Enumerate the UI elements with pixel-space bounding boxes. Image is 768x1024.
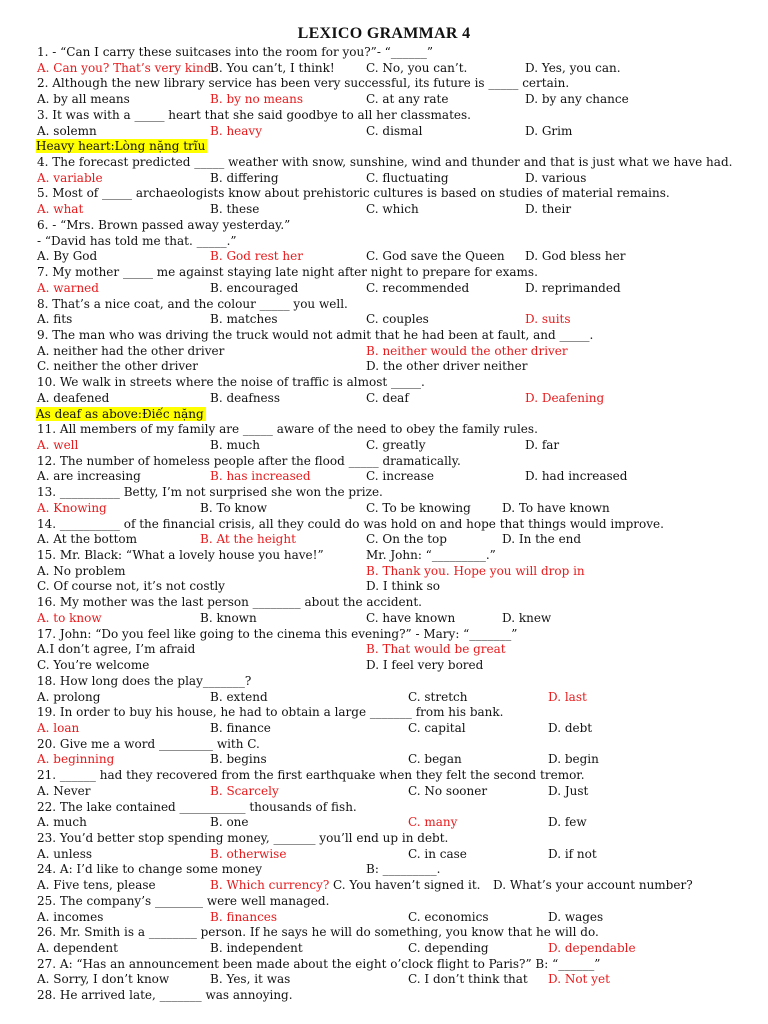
- answer-option: A. Five tens, please: [37, 878, 156, 893]
- question-text: 26. Mr. Smith is a ________ person. If he says he will do something, you know that he will do.: [37, 925, 599, 940]
- answer-option: B. known: [200, 610, 257, 625]
- question-text: B: _________.: [366, 862, 441, 877]
- answer-option-correct: B. Which currency?: [210, 878, 330, 893]
- answer-option: A.I don’t agree, I’m afraid: [37, 642, 196, 657]
- answer-option: C. began: [408, 752, 462, 767]
- answer-option: B. one: [210, 815, 249, 830]
- answer-option-correct: A. Knowing: [37, 500, 107, 515]
- answer-option-correct: A. what: [37, 202, 84, 217]
- answer-option-correct: B. heavy: [210, 123, 262, 138]
- highlighted-note: Heavy heart:Lòng nặng trĩu: [36, 139, 206, 154]
- answer-option: A. By God: [37, 249, 98, 264]
- question-text: 2. Although the new library service has been very successful, its future is _____ certain.: [37, 76, 570, 91]
- answer-option: D. wages: [548, 909, 604, 924]
- answer-option: D. their: [525, 202, 572, 217]
- answer-option-correct: D. last: [548, 689, 587, 704]
- answer-option: C. On the top: [366, 532, 447, 547]
- answer-option-correct: B. finances: [210, 909, 278, 924]
- question-text: 14. __________ of the financial crisis, all they could do was hold on and hope that things would improve.: [37, 516, 664, 531]
- answer-option: D. Grim: [525, 123, 573, 138]
- answer-option-correct: B. Thank you. Hope you will drop in: [366, 563, 585, 578]
- question-text: 5. Most of _____ archaeologists know about prehistoric cultures is based on studies of material remains.: [37, 186, 670, 201]
- answer-option: C. recommended: [366, 280, 470, 295]
- answer-option: A. by all means: [37, 92, 130, 107]
- answer-option: A. deafened: [37, 390, 110, 405]
- answer-option: C. Of course not, it’s not costly: [37, 579, 225, 594]
- answer-option-correct: B. by no means: [210, 92, 304, 107]
- answer-option: A. Never: [37, 783, 91, 798]
- answer-option: B. You can’t, I think!: [210, 60, 335, 75]
- answer-option: D. by any chance: [525, 92, 629, 107]
- question-text: Mr. John: “_________.”: [366, 548, 496, 563]
- answer-option-correct: A. beginning: [37, 752, 115, 767]
- answer-option-correct: B. Scarcely: [210, 783, 279, 798]
- answer-option: B. Yes, it was: [210, 972, 291, 987]
- question-text: 9. The man who was driving the truck would not admit that he had been at fault, and _____.: [37, 327, 594, 342]
- answer-option: C. in case: [408, 846, 467, 861]
- answer-option: A. No problem: [37, 563, 126, 578]
- answer-option: A. solemn: [37, 123, 97, 138]
- answer-option-correct: A. warned: [37, 280, 99, 295]
- answer-option: A. much: [37, 815, 87, 830]
- answer-option: D. In the end: [502, 532, 582, 547]
- answer-option: C. No sooner: [408, 783, 488, 798]
- question-text: 27. A: “Has an announcement been made about the eight o’clock flight to Paris?” B: “______”: [37, 956, 601, 971]
- question-text: 15. Mr. Black: “What a lovely house you have!”: [37, 548, 324, 563]
- answer-option: C. capital: [408, 720, 466, 735]
- answer-option: C. at any rate: [366, 92, 449, 107]
- answer-option: C. dismal: [366, 123, 423, 138]
- question-text: 24. A: I’d like to change some money: [37, 862, 263, 877]
- answer-option: D. I think so: [366, 579, 440, 594]
- answer-option: D. What’s your account number?: [493, 878, 693, 893]
- answer-option: B. To know: [200, 500, 268, 515]
- answer-option: C. No, you can’t.: [366, 60, 468, 75]
- answer-option-correct: A. loan: [37, 720, 80, 735]
- question-text: 12. The number of homeless people after the flood _____ dramatically.: [37, 453, 461, 468]
- answer-option: D. reprimanded: [525, 280, 621, 295]
- answer-option: D. the other driver neither: [366, 359, 528, 374]
- answer-option: D. Yes, you can.: [525, 60, 621, 75]
- highlighted-note: As deaf as above:Điếc nặng: [36, 406, 204, 421]
- answer-option: D. To have known: [502, 500, 610, 515]
- answer-option: D. knew: [502, 610, 552, 625]
- question-text: 3. It was with a _____ heart that she said goodbye to all her classmates.: [37, 107, 471, 122]
- answer-option: D. had increased: [525, 469, 628, 484]
- answer-option: C. increase: [366, 469, 434, 484]
- question-text: 20. Give me a word _________ with C.: [37, 736, 260, 751]
- answer-option: C. couples: [366, 312, 429, 327]
- question-text: 10. We walk in streets where the noise of traffic is almost _____.: [37, 375, 425, 390]
- answer-option: C. economics: [408, 909, 489, 924]
- question-text: 7. My mother _____ me against staying late night after night to prepare for exams.: [37, 265, 538, 280]
- answer-option: D. if not: [548, 846, 597, 861]
- answer-option: A. At the bottom: [37, 532, 138, 547]
- answer-option: D. few: [548, 815, 587, 830]
- question-text: 17. John: “Do you feel like going to the cinema this evening?” - Mary: “_______”: [37, 626, 518, 641]
- answer-option-correct: A. variable: [37, 170, 103, 185]
- answer-option: D. Just: [548, 783, 589, 798]
- answer-option: C. fluctuating: [366, 170, 449, 185]
- answer-option-correct: B. God rest her: [210, 249, 303, 264]
- question-text: 22. The lake contained ___________ thousands of fish.: [37, 799, 357, 814]
- answer-option: B. differing: [210, 170, 279, 185]
- answer-option: C. depending: [408, 941, 489, 956]
- answer-option: C. which: [366, 202, 419, 217]
- question-text: 18. How long does the play_______?: [37, 673, 252, 688]
- answer-option: C. You haven’t signed it.: [333, 878, 481, 893]
- answer-option-correct: A. Can you? That’s very kind.: [37, 60, 216, 75]
- answer-option-correct: A. well: [37, 438, 79, 452]
- answer-option: C. You’re welcome: [37, 658, 150, 673]
- answer-option: D. God bless her: [525, 249, 626, 264]
- question-text: 8. That’s a nice coat, and the colour _____ you well.: [37, 296, 348, 311]
- answer-option: C. deaf: [366, 390, 409, 405]
- question-text: 19. In order to buy his house, he had to obtain a large _______ from his bank.: [37, 705, 504, 720]
- question-text: 6. - “Mrs. Brown passed away yesterday.”: [37, 217, 291, 232]
- answer-option: C. To be knowing: [366, 500, 471, 515]
- answer-option: D. begin: [548, 752, 599, 767]
- answer-option-correct: B. At the height: [200, 532, 296, 547]
- answer-option: A. neither had the other driver: [37, 343, 225, 358]
- answer-option: B. independent: [210, 941, 303, 956]
- answer-option-correct: C. many: [408, 815, 458, 830]
- answer-option: C. God save the Queen: [366, 249, 505, 264]
- answer-option-correct: D. dependable: [548, 941, 636, 956]
- answer-option: A. prolong: [37, 689, 101, 704]
- question-text: 1. - “Can I carry these suitcases into the room for you?”- “______”: [37, 45, 433, 59]
- answer-option: D. far: [525, 438, 560, 452]
- answer-option: A. are increasing: [37, 469, 141, 484]
- answer-option-correct: B. otherwise: [210, 846, 287, 861]
- answer-option: C. greatly: [366, 438, 426, 452]
- answer-option: B. matches: [210, 312, 278, 327]
- answer-option-correct: B. has increased: [210, 469, 311, 484]
- answer-option-correct: D. suits: [525, 312, 571, 327]
- question-text: 28. He arrived late, _______ was annoying.: [37, 988, 293, 1003]
- answer-option: A. unless: [37, 846, 93, 861]
- page-title: LEXICO GRAMMAR 4: [297, 25, 471, 42]
- answer-option-correct: B. That would be great: [366, 642, 506, 657]
- answer-option: B. deafness: [210, 390, 280, 405]
- answer-option-correct: D. Deafening: [525, 390, 605, 405]
- answer-option-correct: B. neither would the other driver: [366, 343, 568, 358]
- answer-option: B. encouraged: [210, 280, 299, 295]
- question-text: 4. The forecast predicted _____ weather with snow, sunshine, wind and thunder and that is just what we have had.: [37, 155, 733, 170]
- question-text: 13. __________ Betty, I’m not surprised she won the prize.: [37, 485, 383, 500]
- answer-option: D. debt: [548, 720, 593, 735]
- answer-option: B. much: [210, 438, 261, 452]
- question-text: - “David has told me that. _____.”: [37, 233, 237, 248]
- answer-option: D. I feel very bored: [366, 658, 484, 673]
- answer-option: A. dependent: [37, 941, 118, 956]
- answer-option: C. stretch: [408, 689, 468, 704]
- answer-option: A. incomes: [37, 909, 104, 924]
- answer-option: D. various: [525, 170, 587, 185]
- question-text: 16. My mother was the last person ________ about the accident.: [37, 595, 422, 610]
- answer-option: B. finance: [210, 720, 271, 735]
- answer-option: C. have known: [366, 610, 456, 625]
- answer-option: C. neither the other driver: [37, 359, 199, 374]
- answer-option: B. these: [210, 202, 260, 217]
- answer-option: A. Sorry, I don’t know: [37, 972, 170, 987]
- answer-option: A. fits: [37, 312, 73, 327]
- answer-option: C. I don’t think that: [408, 972, 528, 987]
- answer-option: B. begins: [210, 752, 267, 767]
- answer-option-correct: D. Not yet: [548, 972, 610, 987]
- question-text: 23. You’d better stop spending money, _______ you’ll end up in debt.: [37, 831, 449, 845]
- answer-option: B. extend: [210, 689, 268, 704]
- question-text: 21. ______ had they recovered from the first earthquake when they felt the second tremor.: [37, 768, 585, 783]
- answer-option-correct: A. to know: [37, 610, 102, 625]
- question-text: 11. All members of my family are _____ aware of the need to obey the family rules.: [37, 422, 538, 437]
- question-text: 25. The company’s ________ were well managed.: [37, 893, 330, 908]
